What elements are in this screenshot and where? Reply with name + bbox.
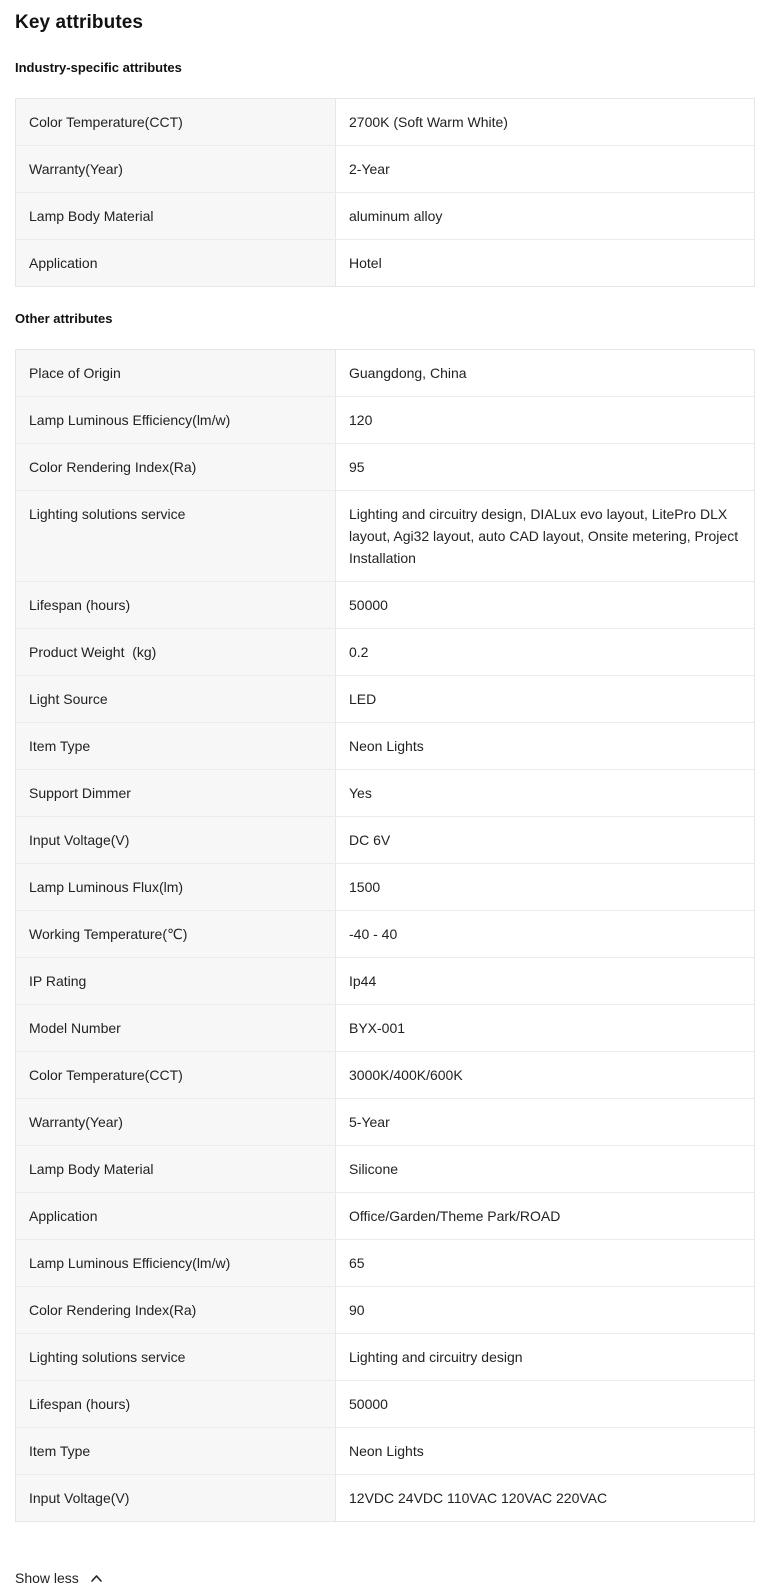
attribute-value: Silicone (336, 1146, 754, 1192)
attribute-name: Lighting solutions service (16, 491, 336, 581)
table-row (16, 1192, 754, 1239)
attribute-value: 120 (336, 397, 754, 443)
attribute-name: Lifespan (hours) (16, 1381, 336, 1427)
attribute-value: Office/Garden/Theme Park/ROAD (336, 1193, 754, 1239)
attribute-name: Place of Origin (16, 350, 336, 396)
attribute-name: Color Rendering Index(Ra) (16, 444, 336, 490)
table-row (16, 1051, 754, 1098)
attribute-name: Warranty(Year) (16, 146, 336, 192)
attribute-value: Lighting and circuitry design (336, 1334, 754, 1380)
attribute-name: Warranty(Year) (16, 1099, 336, 1145)
attribute-value: 0.2 (336, 629, 754, 675)
table-row (16, 675, 754, 722)
table-row (16, 1286, 754, 1333)
show-less-button[interactable] (15, 1568, 103, 1588)
attribute-name: Product Weight (kg) (16, 629, 336, 675)
other-attributes-table (15, 349, 755, 1522)
table-row (16, 1004, 754, 1051)
table-row (16, 99, 754, 145)
attribute-name: Model Number (16, 1005, 336, 1051)
attribute-name: Support Dimmer (16, 770, 336, 816)
table-row (16, 769, 754, 816)
attribute-value: 3000K/400K/600K (336, 1052, 754, 1098)
attribute-name: Lamp Luminous Flux(lm) (16, 864, 336, 910)
attribute-value: Lighting and circuitry design, DIALux evo layout, LitePro DLX layout, Agi32 layout, auto CAD layout, Onsite metering, Project Installation (336, 491, 754, 581)
attribute-name: Input Voltage(V) (16, 817, 336, 863)
table-row (16, 816, 754, 863)
table-row (16, 145, 754, 192)
attribute-name: Item Type (16, 723, 336, 769)
attribute-value: 12VDC 24VDC 110VAC 120VAC 220VAC (336, 1475, 754, 1521)
table-row (16, 1427, 754, 1474)
table-row (16, 396, 754, 443)
attribute-name: Lamp Body Material (16, 1146, 336, 1192)
table-row (16, 239, 754, 286)
attribute-name: Light Source (16, 676, 336, 722)
attribute-name: Color Temperature(CCT) (16, 1052, 336, 1098)
attribute-name: Lamp Luminous Efficiency(lm/w) (16, 397, 336, 443)
attribute-value: 50000 (336, 1381, 754, 1427)
attribute-name: Color Rendering Index(Ra) (16, 1287, 336, 1333)
attribute-value: 65 (336, 1240, 754, 1286)
table-row (16, 443, 754, 490)
attribute-value: 90 (336, 1287, 754, 1333)
attribute-value: 50000 (336, 582, 754, 628)
attribute-name: Color Temperature(CCT) (16, 99, 336, 145)
attribute-value: -40 - 40 (336, 911, 754, 957)
attribute-value: 1500 (336, 864, 754, 910)
table-row (16, 192, 754, 239)
attribute-name: Application (16, 1193, 336, 1239)
table-row (16, 1098, 754, 1145)
attribute-name: Working Temperature(℃) (16, 911, 336, 957)
table-row (16, 581, 754, 628)
attribute-value: Neon Lights (336, 723, 754, 769)
chevron-up-icon (90, 1572, 103, 1585)
table-row (16, 1333, 754, 1380)
attribute-value: Neon Lights (336, 1428, 754, 1474)
attribute-name: Lifespan (hours) (16, 582, 336, 628)
attribute-name: Application (16, 240, 336, 286)
attribute-value: DC 6V (336, 817, 754, 863)
table-row (16, 490, 754, 581)
attribute-name: Lamp Body Material (16, 193, 336, 239)
section-other (15, 311, 755, 1522)
industry-attributes-table (15, 98, 755, 287)
attribute-value: BYX-001 (336, 1005, 754, 1051)
table-row (16, 957, 754, 1004)
attribute-value: 2700K (Soft Warm White) (336, 99, 754, 145)
table-row (16, 1145, 754, 1192)
attribute-value: Hotel (336, 240, 754, 286)
attribute-value: 5-Year (336, 1099, 754, 1145)
attribute-value: Ip44 (336, 958, 754, 1004)
section-industry-specific (15, 60, 755, 287)
attribute-value: 95 (336, 444, 754, 490)
table-row (16, 350, 754, 396)
attribute-name: Item Type (16, 1428, 336, 1474)
attribute-name: Input Voltage(V) (16, 1475, 336, 1521)
table-row (16, 1474, 754, 1521)
table-row (16, 1380, 754, 1427)
section-heading-other: Other attributes (15, 311, 113, 326)
page-title: Key attributes (15, 12, 144, 33)
table-row (16, 1239, 754, 1286)
attribute-value: Guangdong, China (336, 350, 754, 396)
table-row (16, 722, 754, 769)
attribute-value: 2-Year (336, 146, 754, 192)
attribute-name: IP Rating (16, 958, 336, 1004)
table-row (16, 863, 754, 910)
attribute-value: LED (336, 676, 754, 722)
table-row (16, 910, 754, 957)
table-row (16, 628, 754, 675)
attribute-value: aluminum alloy (336, 193, 754, 239)
attribute-value: Yes (336, 770, 754, 816)
attribute-name: Lighting solutions service (16, 1334, 336, 1380)
attribute-name: Lamp Luminous Efficiency(lm/w) (16, 1240, 336, 1286)
show-less-label: Show less (15, 1570, 79, 1586)
section-heading-industry: Industry-specific attributes (15, 60, 182, 75)
